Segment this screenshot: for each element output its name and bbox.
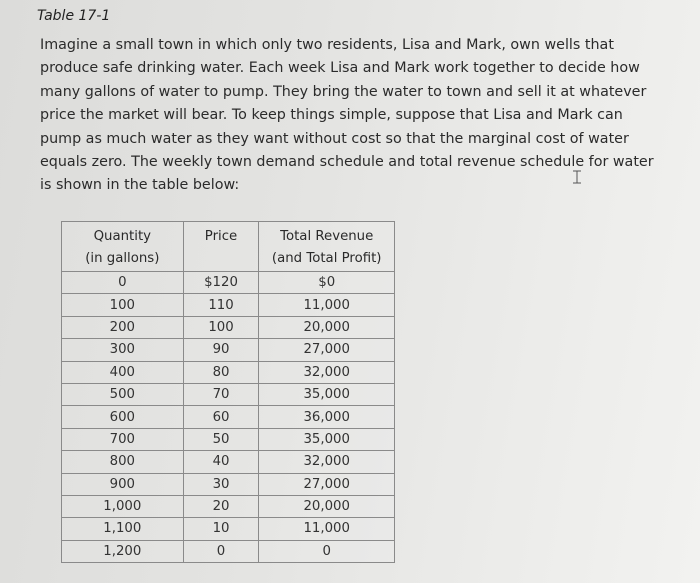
paragraph-line: equals zero. The weekly town demand schedule and total revenue schedule for water bbox=[40, 154, 654, 171]
cell-price: 30 bbox=[183, 473, 259, 495]
demand-schedule-table bbox=[61, 221, 395, 563]
table-body bbox=[62, 272, 395, 563]
cell-quantity: 0 bbox=[62, 272, 184, 294]
cell-total-revenue: 20,000 bbox=[259, 495, 395, 517]
cell-price: 80 bbox=[183, 361, 259, 383]
cell-price: 90 bbox=[183, 339, 259, 361]
cell-price: 50 bbox=[183, 428, 259, 450]
cell-total-revenue: 27,000 bbox=[259, 473, 395, 495]
table-row bbox=[62, 451, 395, 473]
cell-total-revenue: 35,000 bbox=[259, 383, 395, 405]
cell-quantity: 200 bbox=[62, 316, 184, 338]
cell-price: 100 bbox=[183, 316, 259, 338]
cell-total-revenue: 36,000 bbox=[259, 406, 395, 428]
table-row bbox=[62, 361, 395, 383]
cell-quantity: 1,100 bbox=[62, 518, 184, 540]
cell-quantity: 1,000 bbox=[62, 495, 184, 517]
table-row bbox=[62, 428, 395, 450]
paragraph-line: is shown in the table below: bbox=[40, 177, 240, 194]
cell-total-revenue: 0 bbox=[259, 540, 395, 562]
cell-price: 20 bbox=[183, 495, 259, 517]
cell-total-revenue: 11,000 bbox=[259, 518, 395, 540]
table-header-row bbox=[62, 222, 395, 272]
table-row bbox=[62, 294, 395, 316]
table-row bbox=[62, 272, 395, 294]
cell-quantity: 400 bbox=[62, 361, 184, 383]
paragraph-line: many gallons of water to pump. They bring the water to town and sell it at whatever bbox=[40, 83, 647, 100]
cell-price: 110 bbox=[183, 294, 259, 316]
table-row bbox=[62, 518, 395, 540]
cell-total-revenue: 32,000 bbox=[259, 361, 395, 383]
cell-quantity: 500 bbox=[62, 383, 184, 405]
paragraph-line: produce safe drinking water. Each week Lisa and Mark work together to decide how bbox=[40, 60, 640, 77]
cell-quantity: 600 bbox=[62, 406, 184, 428]
table-row bbox=[62, 406, 395, 428]
cell-total-revenue: 11,000 bbox=[259, 294, 395, 316]
table-title: Table 17-1 bbox=[37, 8, 111, 24]
cell-price: 40 bbox=[183, 451, 259, 473]
problem-paragraph bbox=[40, 34, 680, 198]
cell-total-revenue: 27,000 bbox=[259, 339, 395, 361]
cell-total-revenue: 35,000 bbox=[259, 428, 395, 450]
paragraph-line: Imagine a small town in which only two residents, Lisa and Mark, own wells that bbox=[40, 37, 614, 53]
table-row bbox=[62, 495, 395, 517]
cell-total-revenue: 20,000 bbox=[259, 316, 395, 338]
header-price: Price bbox=[183, 222, 259, 272]
cell-price: $120 bbox=[183, 272, 259, 294]
cell-total-revenue: 32,000 bbox=[259, 451, 395, 473]
cell-quantity: 300 bbox=[62, 339, 184, 361]
cell-total-revenue: $0 bbox=[259, 272, 395, 294]
cell-quantity: 700 bbox=[62, 428, 184, 450]
cell-price: 70 bbox=[183, 383, 259, 405]
cell-price: 0 bbox=[183, 540, 259, 562]
table-row bbox=[62, 339, 395, 361]
header-total-revenue: Total Revenue (and Total Profit) bbox=[259, 222, 395, 272]
cell-price: 60 bbox=[183, 406, 259, 428]
paragraph-line: pump as much water as they want without cost so that the marginal cost of water bbox=[40, 130, 629, 147]
cell-price: 10 bbox=[183, 518, 259, 540]
header-quantity: Quantity (in gallons) bbox=[62, 222, 184, 272]
table-row bbox=[62, 383, 395, 405]
text-cursor-icon bbox=[572, 170, 582, 184]
cell-quantity: 900 bbox=[62, 473, 184, 495]
paragraph-line: price the market will bear. To keep things simple, suppose that Lisa and Mark can bbox=[40, 107, 623, 124]
table-row bbox=[62, 473, 395, 495]
cell-quantity: 1,200 bbox=[62, 540, 184, 562]
cell-quantity: 800 bbox=[62, 451, 184, 473]
table-row bbox=[62, 316, 395, 338]
table-row bbox=[62, 540, 395, 562]
cell-quantity: 100 bbox=[62, 294, 184, 316]
